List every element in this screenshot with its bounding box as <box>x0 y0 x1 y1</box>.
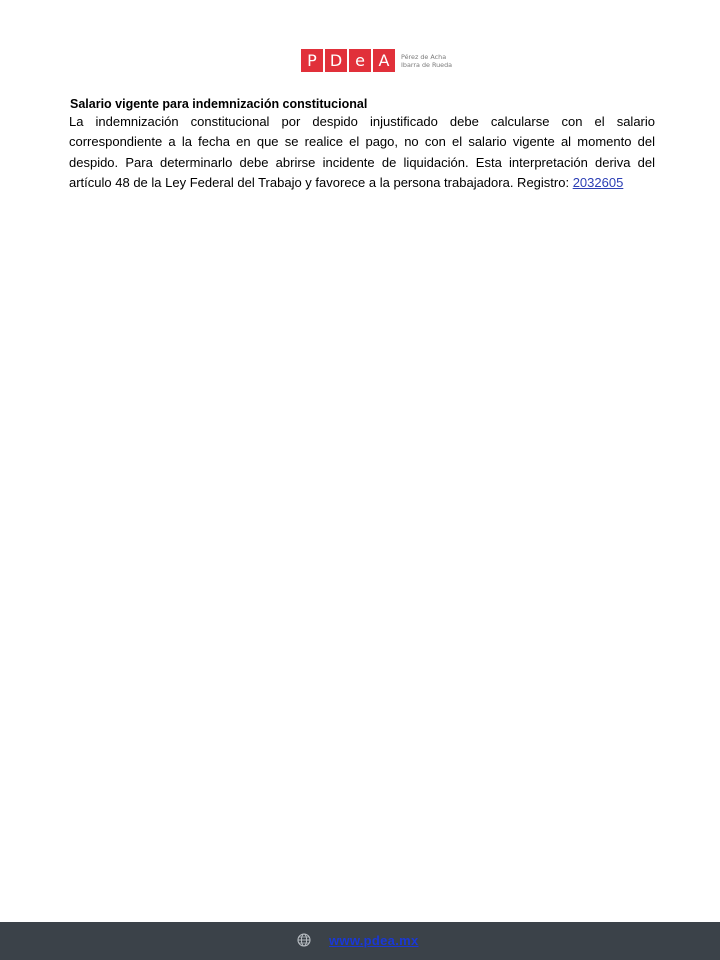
logo-mark <box>301 49 397 72</box>
footer-bar <box>0 922 720 960</box>
logo-letter-a: A <box>373 49 395 72</box>
logo-name-line1: Pérez de Acha <box>401 52 447 61</box>
logo-letter-d: D <box>325 49 347 72</box>
logo-firm-name <box>401 53 452 69</box>
registro-link[interactable]: 2032605 <box>572 175 624 191</box>
logo-letter-e: e <box>349 49 371 72</box>
globe-icon <box>297 933 311 947</box>
paragraph-text: La indemnización constitucional por despido injustificado debe calcularse con el salario correspondiente a la fecha en que se realice el pago, no con el salario vigente al momento del despido. Para determinarlo debe abrirse incidente de liquidación. Esta interpretación deriva del artículo 48 de la Ley Federal del Trabajo y favorece a la persona trabajadora. Registro: <box>69 114 655 191</box>
pdea-logo <box>301 49 452 72</box>
logo-letter-p: P <box>301 49 323 72</box>
document-paragraph <box>69 112 655 194</box>
document-title: Salario vigente para indemnización constitucional <box>70 97 368 111</box>
website-link[interactable]: www.pdea.mx <box>329 933 419 948</box>
logo-name-line2: Ibarra de Rueda <box>401 60 453 69</box>
document-body <box>69 96 655 194</box>
